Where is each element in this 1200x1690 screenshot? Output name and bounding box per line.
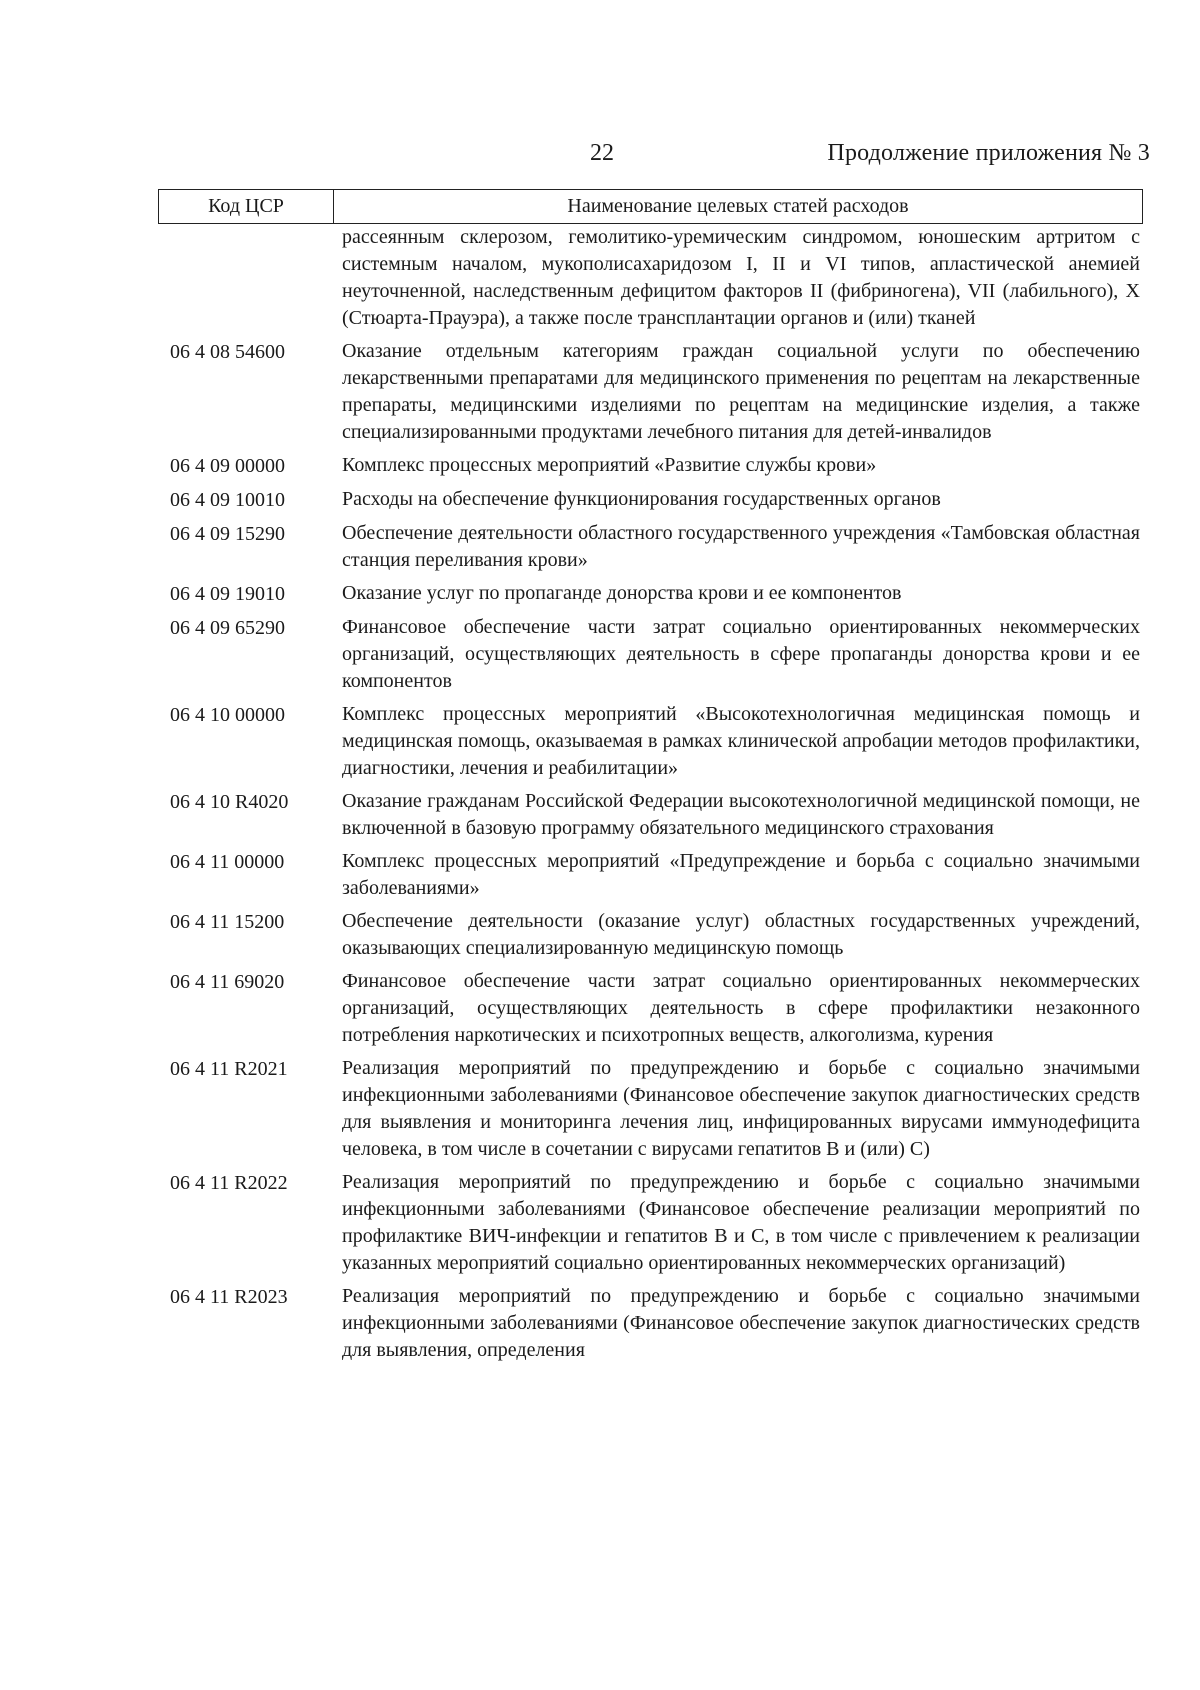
row-code: 06 4 11 00000 [170, 851, 285, 873]
table-row [170, 1055, 1140, 1163]
table-row [170, 520, 1140, 574]
row-name: Комплекс процессных мероприятий «Развитие службы крови» [342, 454, 877, 476]
table-row [170, 701, 1140, 782]
row-name: Оказание услуг по пропаганде донорства крови и ее компонентов [342, 582, 902, 604]
row-code: 06 4 09 15290 [170, 523, 285, 545]
row-code: 06 4 11 R2023 [170, 1286, 288, 1308]
row-name: Оказание отдельным категориям граждан социальной услуги по обеспечению лекарственными препаратами для медицинского применения по рецептам на лекарственные препараты, медицинскими изделиями по рецептам на медицинские изделия, а также специализированными продуктами лечебного питания для детей-инвалидов [342, 340, 1140, 443]
row-name: Реализация мероприятий по предупреждению и борьбе с социально значимыми инфекционными заболеваниями (Финансовое обеспечение закупок диагностических средств для выявления и мониторинга лечения лиц, инфицированных вирусами иммунодефицита человека, в том числе в сочетании с вирусами гепатитов B и (или) C) [342, 1057, 1140, 1160]
column-header-name: Наименование целевых статей расходов [567, 195, 909, 217]
appendix-header: Продолжение приложения № 3 [827, 140, 1150, 166]
table-row [170, 968, 1140, 1049]
page-number: 22 [590, 140, 614, 166]
table-row-continuation [170, 224, 1140, 332]
row-name: Обеспечение деятельности областного государственного учреждения «Тамбовская областная станция переливания крови» [342, 522, 1140, 571]
table-row [170, 580, 1140, 608]
table-body [170, 224, 1140, 1370]
table-row [170, 486, 1140, 514]
row-name: Комплекс процессных мероприятий «Высокотехнологичная медицинская помощь и медицинская помощь, оказываемая в рамках клинической апробации методов профилактики, диагностики, лечения и реабилитации» [342, 703, 1140, 779]
row-code: 06 4 11 69020 [170, 971, 285, 993]
row-code: 06 4 11 15200 [170, 911, 285, 933]
table-row [170, 1283, 1140, 1364]
row-name: Оказание гражданам Российской Федерации высокотехнологичной медицинской помощи, не включенной в базовую программу обязательного медицинского страхования [342, 790, 1140, 839]
table-row [170, 338, 1140, 446]
row-name: Расходы на обеспечение функционирования государственных органов [342, 488, 941, 510]
row-code: 06 4 11 R2022 [170, 1172, 288, 1194]
row-name: рассеянным склерозом, гемолитико-уремическим синдромом, юношеским артритом с системным началом, мукополисахаридозом I, II и VI типов, апластической анемией неуточненной, наследственным дефицитом факторов II (фибриногена), VII (лабильного), X (Стюарта-Прауэра), а также после трансплантации органов и (или) тканей [342, 226, 1140, 329]
table-row [170, 1169, 1140, 1277]
row-code: 06 4 09 65290 [170, 617, 285, 639]
row-name: Финансовое обеспечение части затрат социально ориентированных некоммерческих организаций, осуществляющих деятельность в сфере профилактики незаконного потребления наркотических и психотропных веществ, алкоголизма, курения [342, 970, 1140, 1046]
row-name: Финансовое обеспечение части затрат социально ориентированных некоммерческих организаций, осуществляющих деятельность в сфере пропаганды донорства крови и ее компонентов [342, 616, 1140, 692]
row-code: 06 4 09 19010 [170, 583, 285, 605]
table-row [170, 452, 1140, 480]
table-header [158, 189, 1143, 224]
row-code: 06 4 11 R2021 [170, 1058, 288, 1080]
table-row [170, 908, 1140, 962]
column-header-code: Код ЦСР [159, 190, 334, 223]
table-row [170, 848, 1140, 902]
row-code: 06 4 09 00000 [170, 455, 285, 477]
row-name: Комплекс процессных мероприятий «Предупреждение и борьба с социально значимыми заболеваниями» [342, 850, 1140, 899]
table-row [170, 788, 1140, 842]
row-code: 06 4 09 10010 [170, 489, 285, 511]
table-row [170, 614, 1140, 695]
row-name: Обеспечение деятельности (оказание услуг) областных государственных учреждений, оказывающих специализированную медицинскую помощь [342, 910, 1140, 959]
row-code: 06 4 10 R4020 [170, 791, 289, 813]
row-code: 06 4 08 54600 [170, 341, 285, 363]
row-name: Реализация мероприятий по предупреждению и борьбе с социально значимыми инфекционными заболеваниями (Финансовое обеспечение реализации мероприятий по профилактике ВИЧ-инфекции и гепатитов B и C, в том числе с привлечением к реализации указанных мероприятий социально ориентированных некоммерческих организаций) [342, 1171, 1140, 1274]
row-code: 06 4 10 00000 [170, 704, 285, 726]
row-name: Реализация мероприятий по предупреждению и борьбе с социально значимыми инфекционными заболеваниями (Финансовое обеспечение закупок диагностических средств для выявления, определения [342, 1285, 1140, 1361]
